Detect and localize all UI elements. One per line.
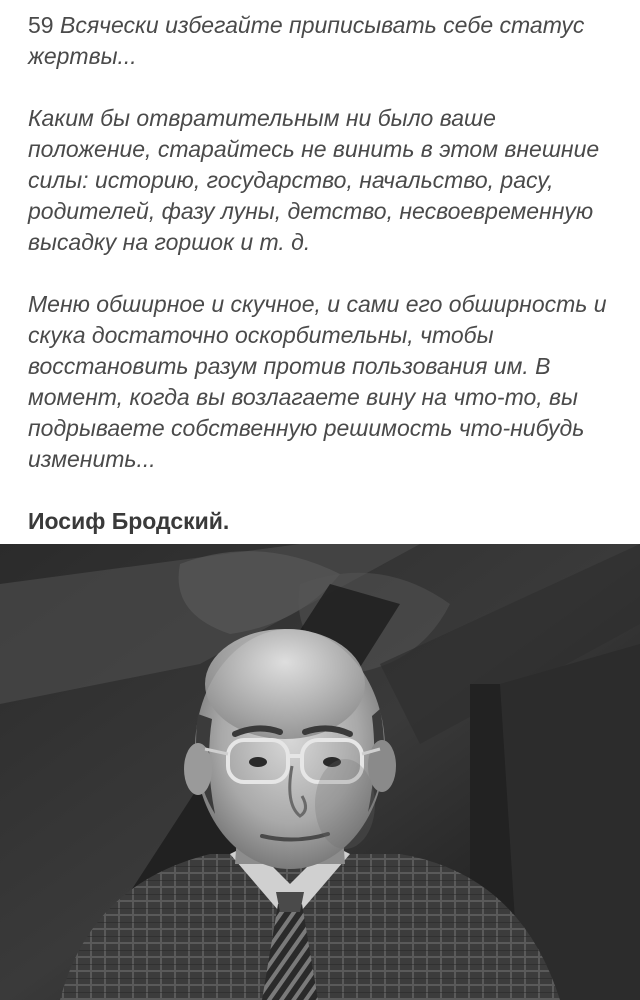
portrait-image bbox=[0, 544, 640, 1000]
quote-paragraph-1: Каким бы отвратительным ни было ваше положение, старайтесь не винить в этом внешние силы: историю, государство, начальство, расу, родителей, фазу луны, детство, несвоевременную высадку на горшок и т. д. bbox=[28, 105, 600, 255]
quote-text bbox=[28, 10, 614, 506]
author-photo bbox=[0, 544, 640, 1000]
quote-headline bbox=[28, 10, 614, 72]
quote-headline-text: Всячески избегайте приписывать себе статус жертвы... bbox=[28, 12, 585, 69]
quote-paragraph-2: Меню обширное и скучное, и сами его обширность и скука достаточно оскорбительны, чтобы восстановить разум против пользования им. В момент, когда вы возлагаете вину на что-то, вы подрываете собственную решимость что-нибудь изменить... bbox=[28, 291, 607, 472]
quote-number: 59 bbox=[28, 12, 54, 38]
author-name: Иосиф Бродский. bbox=[28, 508, 230, 534]
